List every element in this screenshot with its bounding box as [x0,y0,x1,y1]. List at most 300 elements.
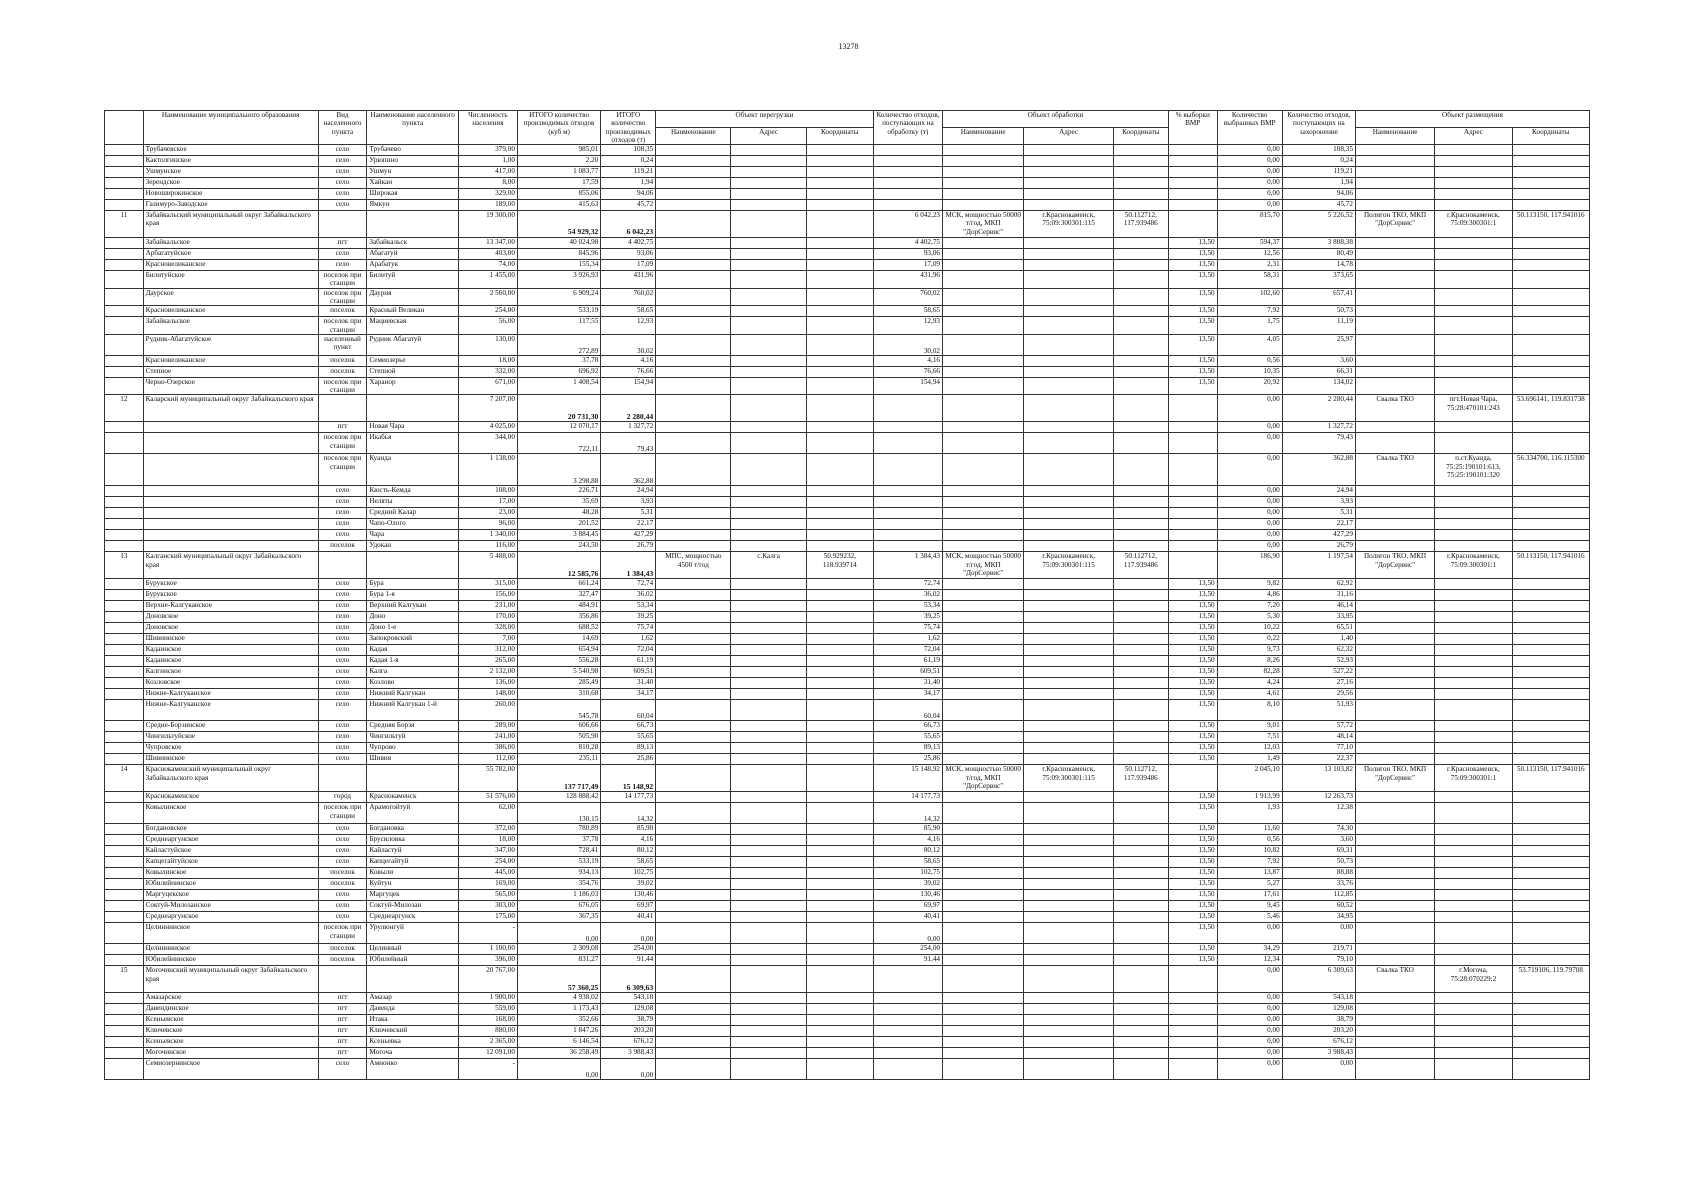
cell-tc [806,167,873,178]
cell-t: 61,19 [601,656,656,667]
cell-rn [1355,1059,1434,1080]
cell-pn [943,497,1024,508]
cell-tn [656,901,731,912]
cell-no [105,366,144,377]
cell-t: 154,94 [601,377,656,395]
cell-pa [1024,486,1114,497]
cell-ta [731,167,806,178]
cell-vmr: 9,82 [1217,579,1282,590]
cell-pct: 13,50 [1168,803,1217,824]
cell-bur: 12 263,73 [1282,792,1355,803]
cell-name: Шивия [367,754,459,765]
cell-ra [1435,667,1512,678]
cell-rc [1512,317,1589,335]
cell-t: 91,44 [601,955,656,966]
cell-tn [656,249,731,260]
cell-vmr: 5,30 [1217,612,1282,623]
cell-ta [731,879,806,890]
table-row [105,824,1590,835]
cell-bur: 373,65 [1282,271,1355,289]
cell-pc [1113,271,1168,289]
cell-m3: 1 083,77 [517,167,600,178]
cell-pc [1113,732,1168,743]
cell-m3: 128 888,42 [517,792,600,803]
cell-pn [943,189,1024,200]
cell-m3: 14,69 [517,634,600,645]
cell-ta [731,145,806,156]
cell-pop: 112,00 [458,754,517,765]
cell-t: 85,90 [601,824,656,835]
cell-bur: 24,94 [1282,486,1355,497]
cell-vmr: 0,00 [1217,1059,1282,1080]
cell-pn [943,623,1024,634]
cell-pn [943,1004,1024,1015]
cell-mun: Калгинское [143,667,318,678]
cell-pct: 13,50 [1168,317,1217,335]
cell-vmr: 0,00 [1217,200,1282,211]
cell-pa [1024,792,1114,803]
cell-pa [1024,433,1114,454]
cell-pct: 13,50 [1168,678,1217,689]
cell-pn [943,422,1024,433]
cell-mun [143,433,318,454]
cell-pc [1113,530,1168,541]
cell-t: 609,51 [601,667,656,678]
cell-vmr: 0,56 [1217,835,1282,846]
cell-proc: 6 042,23 [873,211,942,238]
cell-no [105,1015,144,1026]
cell-pop: 1,00 [458,156,517,167]
cell-mun [143,454,318,486]
col-placement-address: Адрес [1435,128,1512,145]
cell-no [105,1004,144,1015]
cell-tc [806,912,873,923]
cell-ta [731,678,806,689]
cell-pc [1113,579,1168,590]
cell-m3: 17,59 [517,178,600,189]
cell-no [105,454,144,486]
cell-bur: 1,94 [1282,178,1355,189]
cell-pop: 231,00 [458,601,517,612]
cell-pct: 13,50 [1168,879,1217,890]
cell-rc [1512,1026,1589,1037]
cell-proc: 58,65 [873,306,942,317]
cell-mun: Семиозернинское [143,1059,318,1080]
cell-rn [1355,433,1434,454]
cell-bur: 74,30 [1282,824,1355,835]
cell-ta [731,601,806,612]
cell-rc [1512,433,1589,454]
cell-pop: 116,00 [458,541,517,552]
cell-rn [1355,422,1434,433]
cell-name: Краснокаменск [367,792,459,803]
cell-ta [731,377,806,395]
cell-pn [943,530,1024,541]
cell-pa [1024,678,1114,689]
cell-ta [731,721,806,732]
cell-rn [1355,601,1434,612]
cell-no [105,541,144,552]
cell-typ: село [318,612,367,623]
cell-ta [731,846,806,857]
cell-m3: 285,49 [517,678,600,689]
cell-pa [1024,721,1114,732]
cell-pn [943,433,1024,454]
cell-mun: Черно-Озерское [143,377,318,395]
cell-mun [143,508,318,519]
cell-pop: 1 900,00 [458,993,517,1004]
cell-pn [943,1026,1024,1037]
cell-pct: 13,50 [1168,857,1217,868]
cell-typ: село [318,623,367,634]
cell-pct: 13,50 [1168,923,1217,944]
cell-ta [731,912,806,923]
cell-name: Калга [367,667,459,678]
col-vmr-qty: Количество выбранных ВМР [1217,111,1282,145]
cell-pa [1024,145,1114,156]
cell-proc: 760,02 [873,288,942,306]
table-row [105,530,1590,541]
cell-typ: село [318,508,367,519]
cell-typ: село [318,634,367,645]
cell-proc: 14,32 [873,803,942,824]
cell-pc [1113,454,1168,486]
cell-t: 129,08 [601,1004,656,1015]
cell-bur: 6 309,63 [1282,966,1355,993]
cell-rc [1512,912,1589,923]
cell-pn [943,955,1024,966]
cell-rn: Полигон ТКО, МКП "ДорСервис" [1355,211,1434,238]
cell-m3: 6 146,54 [517,1037,600,1048]
cell-t: 34,17 [601,689,656,700]
cell-rc [1512,288,1589,306]
cell-m3: 2 309,08 [517,944,600,955]
cell-pn [943,200,1024,211]
cell-tc [806,634,873,645]
cell-pop: 315,00 [458,579,517,590]
cell-bur: 5,31 [1282,508,1355,519]
cell-proc: 93,06 [873,249,942,260]
cell-typ: поселок [318,955,367,966]
cell-tn [656,317,731,335]
cell-t: 254,00 [601,944,656,955]
cell-name: Новая Чара [367,422,459,433]
cell-t: 676,12 [601,1037,656,1048]
cell-pct [1168,454,1217,486]
cell-bur: 88,88 [1282,868,1355,879]
cell-bur: 50,73 [1282,857,1355,868]
cell-pn [943,288,1024,306]
cell-pn [943,678,1024,689]
cell-ra [1435,612,1512,623]
cell-bur: 65,51 [1282,623,1355,634]
cell-tn [656,700,731,721]
cell-rc [1512,623,1589,634]
cell-pop: 51 576,00 [458,792,517,803]
cell-m3: 934,13 [517,868,600,879]
cell-pa [1024,288,1114,306]
cell-rn [1355,824,1434,835]
cell-mun [143,497,318,508]
cell-m3: 722,11 [517,433,600,454]
cell-bur: 3,93 [1282,497,1355,508]
cell-pct [1168,200,1217,211]
cell-rn [1355,835,1434,846]
cell-no [105,590,144,601]
cell-ra [1435,732,1512,743]
cell-m3: 4 938,02 [517,993,600,1004]
cell-pa [1024,656,1114,667]
cell-pc [1113,366,1168,377]
cell-no [105,497,144,508]
cell-tn [656,966,731,993]
cell-t: 22,17 [601,519,656,530]
cell-pct: 13,50 [1168,623,1217,634]
cell-pn [943,912,1024,923]
cell-name: Удокан [367,541,459,552]
cell-vmr: 0,00 [1217,530,1282,541]
cell-ra: пгт.Новая Чара, 75:28:470101:243 [1435,395,1512,422]
cell-tn [656,857,731,868]
cell-mun: Чупровское [143,743,318,754]
cell-no [105,530,144,541]
cell-pct: 13,50 [1168,590,1217,601]
cell-mun: Среднеаргунское [143,912,318,923]
cell-vmr: 0,00 [1217,433,1282,454]
cell-pa [1024,634,1114,645]
cell-name [367,552,459,579]
cell-ta [731,306,806,317]
cell-vmr: 4,86 [1217,590,1282,601]
cell-tn [656,656,731,667]
cell-pn [943,743,1024,754]
table-row [105,486,1590,497]
cell-vmr: 0,00 [1217,167,1282,178]
cell-proc [873,395,942,422]
cell-tc [806,700,873,721]
cell-typ: село [318,601,367,612]
cell-t: 39,25 [601,612,656,623]
cell-proc [873,541,942,552]
cell-pop: 170,00 [458,612,517,623]
cell-pct: 13,50 [1168,366,1217,377]
cell-bur: 29,56 [1282,689,1355,700]
cell-typ: поселок при станции [318,923,367,944]
cell-rc [1512,497,1589,508]
cell-t: 431,96 [601,271,656,289]
cell-mun: Могочинское [143,1048,318,1059]
cell-tc [806,454,873,486]
cell-pa [1024,238,1114,249]
cell-pc [1113,238,1168,249]
cell-name: Ушмун [367,167,459,178]
table-row [105,288,1590,306]
cell-pct: 13,50 [1168,824,1217,835]
table-row [105,879,1590,890]
cell-pa [1024,541,1114,552]
cell-name: Амнонко [367,1059,459,1080]
cell-ra [1435,306,1512,317]
cell-t: 102,75 [601,868,656,879]
cell-pa [1024,167,1114,178]
table-row [105,519,1590,530]
cell-mun: Юбилейнинское [143,879,318,890]
cell-proc [873,1059,942,1080]
cell-tc [806,944,873,955]
cell-no: 14 [105,765,144,792]
cell-name: Кадая [367,645,459,656]
cell-typ: населенный пункт [318,334,367,355]
cell-pc [1113,623,1168,634]
cell-rc [1512,803,1589,824]
cell-proc [873,167,942,178]
cell-no [105,901,144,912]
cell-no [105,579,144,590]
cell-pn [943,754,1024,765]
cell-pop: 2 365,00 [458,1037,517,1048]
cell-no [105,145,144,156]
cell-typ: село [318,667,367,678]
cell-name: Красный Великан [367,306,459,317]
cell-pc [1113,200,1168,211]
cell-name: Чингильтуй [367,732,459,743]
cell-bur: 50,73 [1282,306,1355,317]
cell-proc [873,519,942,530]
cell-ra [1435,1048,1512,1059]
cell-proc: 1,62 [873,634,942,645]
cell-pop: 303,00 [458,901,517,912]
cell-tn [656,689,731,700]
col-transfer-name: Наименование [656,128,731,145]
cell-tn [656,508,731,519]
cell-name: Доно [367,612,459,623]
cell-tn [656,541,731,552]
cell-m3: 3 884,45 [517,530,600,541]
cell-pct [1168,395,1217,422]
cell-ra [1435,1015,1512,1026]
cell-pa [1024,612,1114,623]
table-row [105,732,1590,743]
cell-no [105,612,144,623]
cell-proc: 12,93 [873,317,942,335]
cell-tn [656,645,731,656]
cell-ta [731,260,806,271]
cell-pa: г.Краснокаменск, 75:09:300301:115 [1024,211,1114,238]
cell-t: 130,46 [601,890,656,901]
cell-rc [1512,167,1589,178]
cell-mun: Ключевское [143,1026,318,1037]
table-row [105,623,1590,634]
cell-pc [1113,306,1168,317]
cell-name: Соктуй-Милозан [367,901,459,912]
cell-pop: 2 132,00 [458,667,517,678]
cell-pct: 13,50 [1168,944,1217,955]
cell-name: Могоча [367,1048,459,1059]
cell-ra [1435,1059,1512,1080]
table-row [105,667,1590,678]
cell-rn [1355,1026,1434,1037]
cell-no [105,156,144,167]
cell-ta [731,249,806,260]
table-row [105,454,1590,486]
cell-tn [656,156,731,167]
cell-pa [1024,868,1114,879]
table-row [105,868,1590,879]
cell-proc [873,200,942,211]
cell-tc [806,200,873,211]
cell-m3: 40 024,98 [517,238,600,249]
cell-pct: 13,50 [1168,792,1217,803]
cell-pc [1113,1015,1168,1026]
cell-bur: 60,52 [1282,901,1355,912]
cell-pc [1113,1037,1168,1048]
cell-no: 11 [105,211,144,238]
cell-rc [1512,678,1589,689]
cell-pop: 189,00 [458,200,517,211]
cell-ta [731,765,806,792]
cell-no [105,721,144,732]
cell-typ: поселок [318,355,367,366]
cell-m3: 533,19 [517,306,600,317]
cell-pop: - [458,923,517,944]
cell-mun [143,486,318,497]
cell-t: 75,74 [601,623,656,634]
cell-pa [1024,689,1114,700]
cell-proc: 61,19 [873,656,942,667]
cell-pct: 13,50 [1168,249,1217,260]
cell-tc [806,879,873,890]
cell-pa [1024,944,1114,955]
cell-pct: 13,50 [1168,645,1217,656]
cell-bur: 543,18 [1282,993,1355,1004]
table-row [105,1026,1590,1037]
cell-pc [1113,519,1168,530]
cell-t: 1 384,43 [601,552,656,579]
district-row [105,966,1590,993]
cell-m3: 831,27 [517,955,600,966]
cell-pa [1024,1048,1114,1059]
cell-rn [1355,508,1434,519]
cell-rc [1512,689,1589,700]
cell-m3: 985,01 [517,145,600,156]
cell-proc [873,530,942,541]
cell-tn [656,497,731,508]
cell-proc: 55,65 [873,732,942,743]
cell-tn [656,732,731,743]
cell-ta [731,634,806,645]
cell-m3: 201,52 [517,519,600,530]
cell-pop: 241,00 [458,732,517,743]
cell-typ [318,552,367,579]
cell-vmr: 5,46 [1217,912,1282,923]
cell-m3: 243,50 [517,541,600,552]
cell-rn [1355,156,1434,167]
cell-vmr: 17,61 [1217,890,1282,901]
cell-rc: 50.113150, 117.941016 [1512,211,1589,238]
cell-pc [1113,395,1168,422]
cell-tc [806,1048,873,1059]
cell-typ: поселок [318,868,367,879]
cell-rc [1512,1037,1589,1048]
table-row [105,167,1590,178]
cell-tn [656,667,731,678]
cell-typ: село [318,700,367,721]
table-row [105,590,1590,601]
table-row [105,271,1590,289]
cell-tc [806,1026,873,1037]
cell-rn [1355,317,1434,335]
cell-ra [1435,879,1512,890]
